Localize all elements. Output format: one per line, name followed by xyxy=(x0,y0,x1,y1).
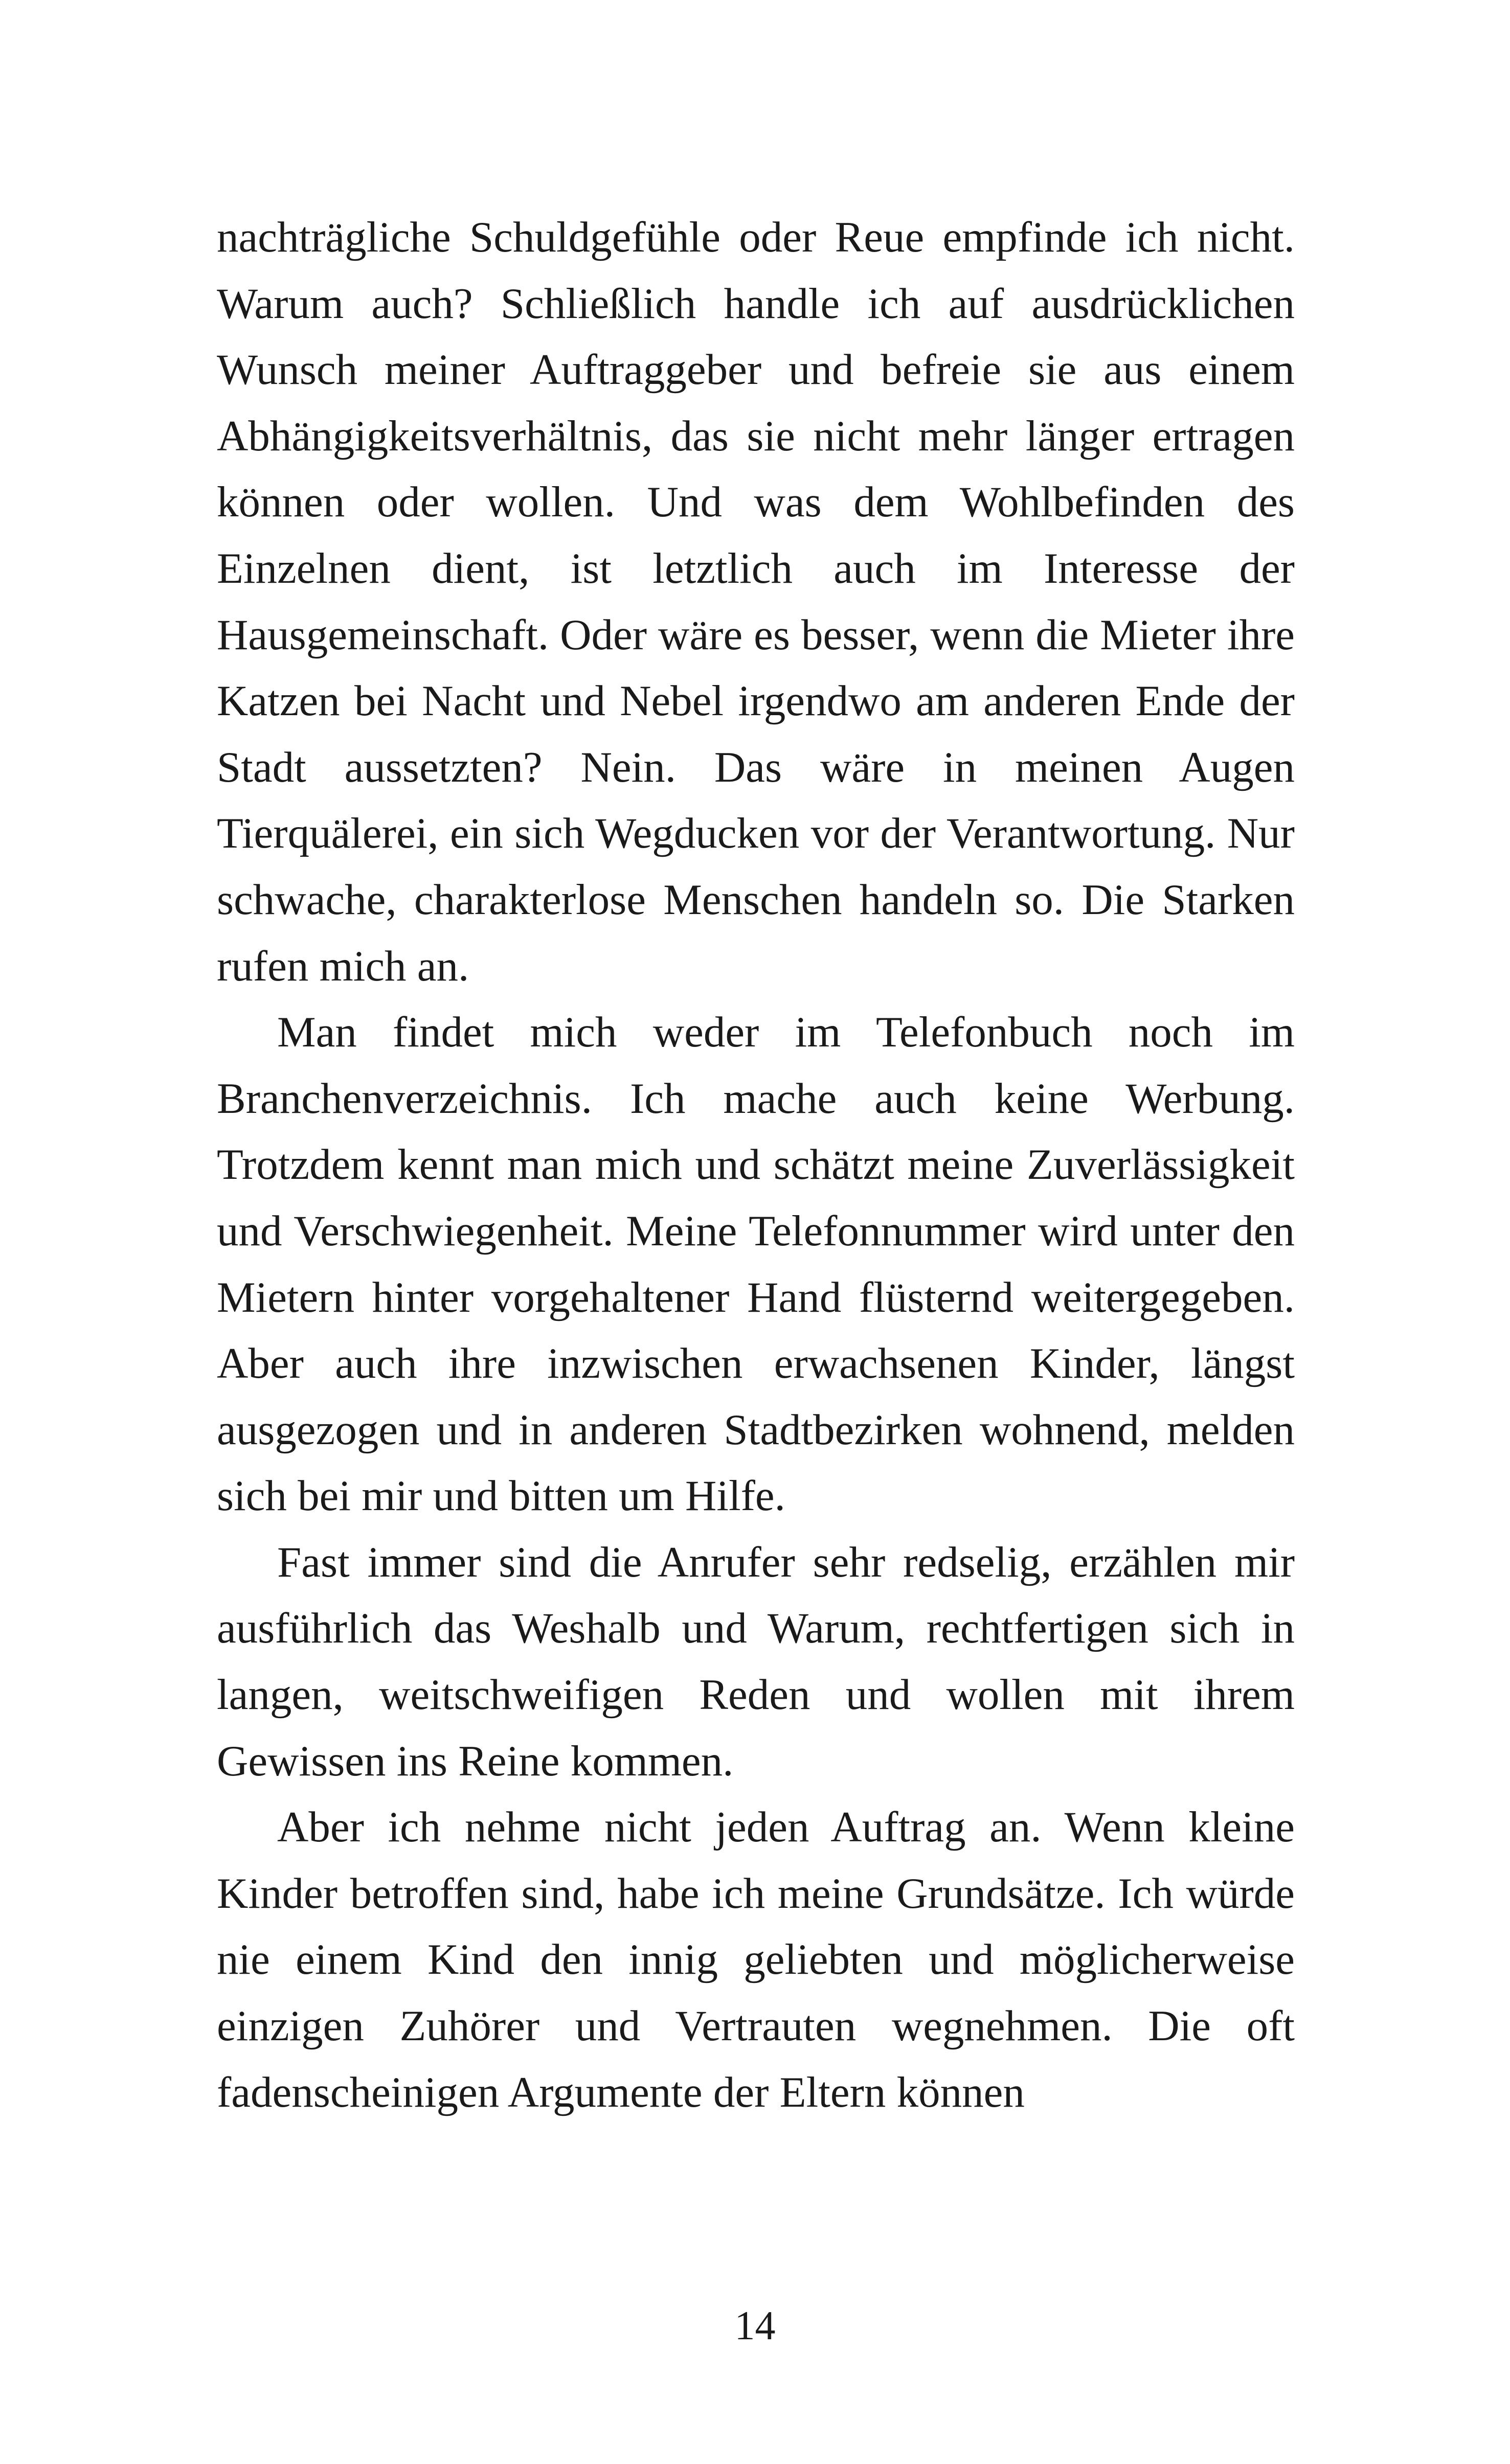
paragraph: nachträgliche Schuldgefühle oder Reue empfinde ich nicht. Warum auch? Schließlich handle ich auf ausdrücklichen Wunsch meiner Auftraggeber und befreie sie aus einem Abhängigkeitsverhältnis, das sie nicht mehr länger ertragen können oder wollen. Und was dem Wohlbefinden des Einzelnen dient, ist letztlich auch im Interesse der Hausgemeinschaft. Oder wäre es besser, wenn die Mieter ihre Katzen bei Nacht und Nebel irgendwo am anderen Ende der Stadt aussetzten? Nein. Das wäre in meinen Augen Tierquälerei, ein sich Wegducken vor der Verantwortung. Nur schwache, charakterlose Menschen handeln so. Die Starken rufen mich an. xyxy=(217,213,1295,990)
body-text xyxy=(217,204,1295,2126)
paragraph: Man findet mich weder im Telefonbuch noch im Branchenverzeichnis. Ich mache auch keine Werbung. Trotzdem kennt man mich und schätzt meine Zuverlässigkeit und Verschwiegenheit. Meine Telefonnummer wird unter den Mietern hinter vorgehaltener Hand flüsternd weitergegeben. Aber auch ihre inzwischen erwachsenen Kinder, längst ausgezogen und in anderen Stadtbezirken wohnend, melden sich bei mir und bitten um Hilfe. xyxy=(217,1008,1295,1520)
page-number: 14 xyxy=(734,2303,776,2348)
paragraph: Aber ich nehme nicht jeden Auftrag an. Wenn kleine Kinder betroffen sind, habe ich meine Grundsätze. Ich würde nie einem Kind den innig geliebten und möglicherweise einzigen Zuhörer und Vertrauten wegnehmen. Die oft fadenscheinigen Argumente der Eltern können xyxy=(217,1803,1295,2116)
paragraph: Fast immer sind die Anrufer sehr redselig, erzählen mir ausführlich das Weshalb und Warum, rechtfertigen sich in langen, weitschweifigen Reden und wollen mit ihrem Gewissen ins Reine kommen. xyxy=(217,1538,1295,1785)
